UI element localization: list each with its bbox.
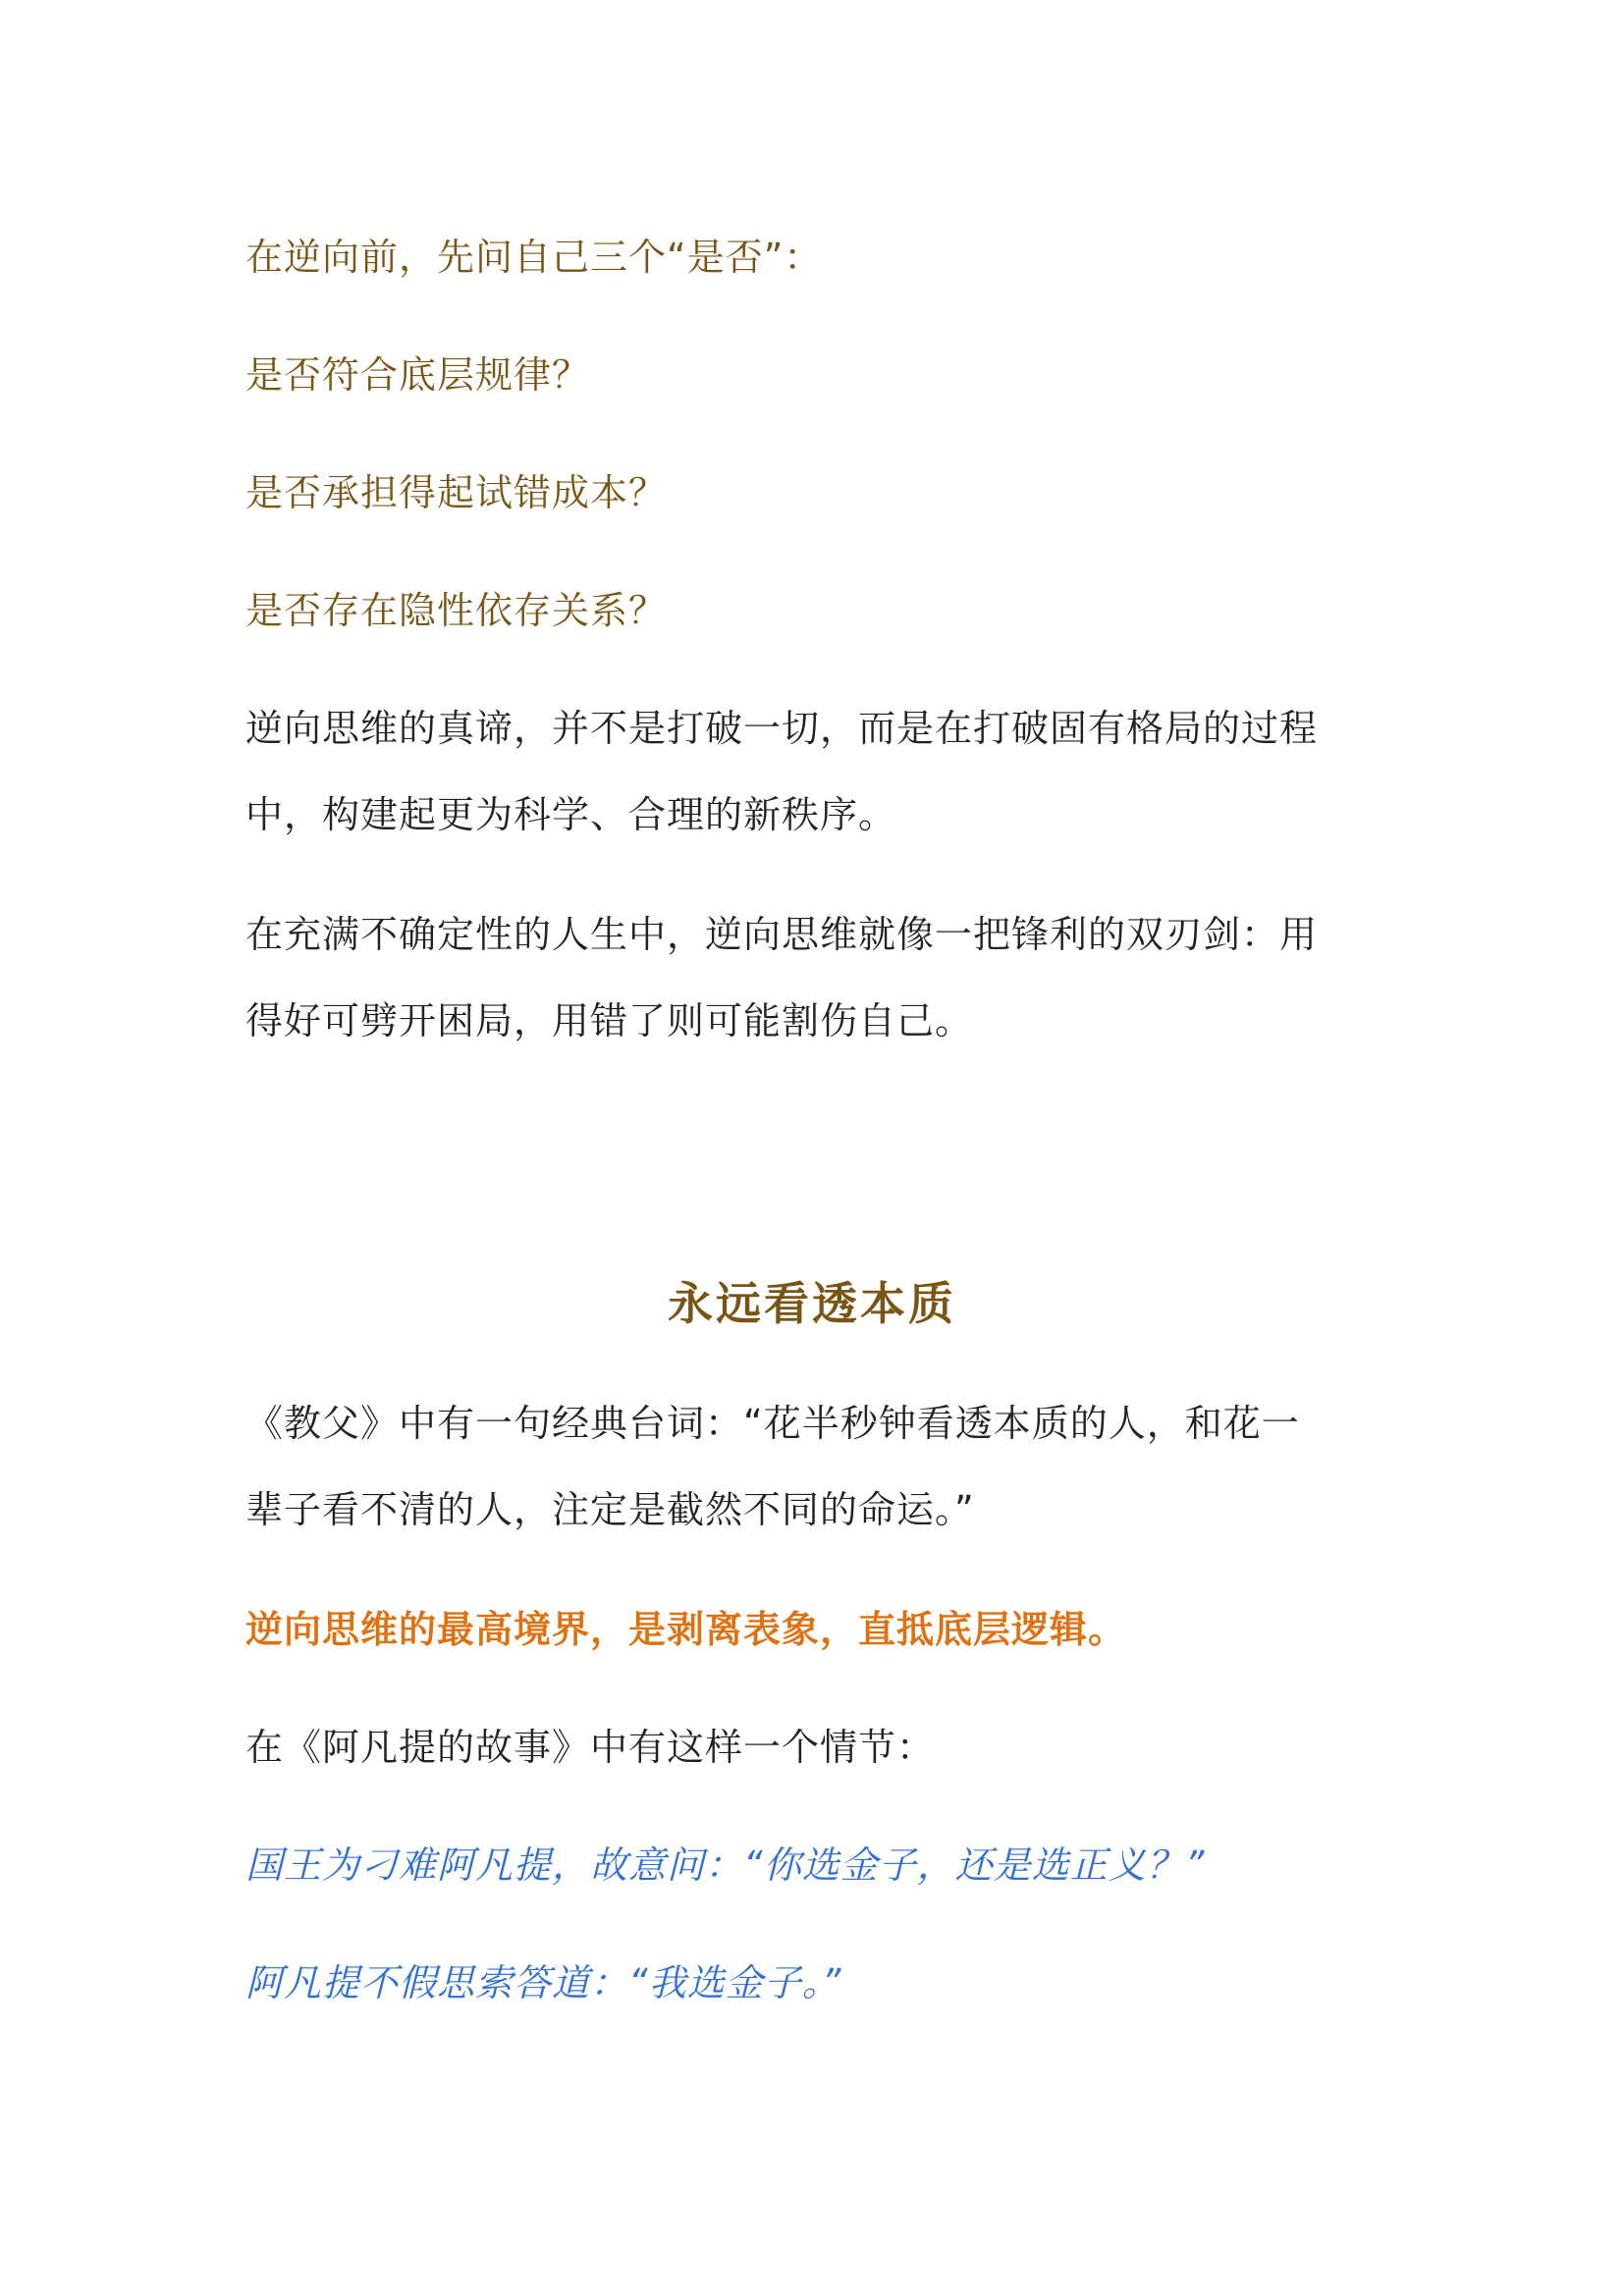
dialogue-line-2: 阿凡提不假思索答道：“我选金子。” xyxy=(245,1961,842,2004)
dialogue-line-1: 国王为刁难阿凡提，故意问：“你选金子，还是选正义？” xyxy=(245,1843,1206,1887)
paragraph-2-line-1: 在充满不确定性的人生中，逆向思维就像一把锋利的双刃剑：用 xyxy=(245,913,1319,956)
paragraph-1-line-2: 中，构建起更为科学、合理的新秩序。 xyxy=(245,793,897,836)
question-3: 是否存在隐性依存关系？ xyxy=(245,589,668,632)
question-2: 是否承担得起试错成本？ xyxy=(245,471,668,514)
paragraph-2-line-2: 得好可劈开困局，用错了则可能割伤自己。 xyxy=(245,999,974,1042)
intro-line: 在逆向前，先问自己三个“是否”： xyxy=(245,236,823,279)
highlight-sentence: 逆向思维的最高境界，是剥离表象，直抵底层逻辑。 xyxy=(245,1608,1127,1651)
section-heading: 永远看透本质 xyxy=(668,1277,956,1330)
story-intro: 在《阿凡提的故事》中有这样一个情节： xyxy=(245,1726,936,1769)
question-1: 是否符合底层规律？ xyxy=(245,353,591,397)
quote-line-2: 辈子看不清的人，注定是截然不同的命运。” xyxy=(245,1488,975,1531)
quote-line-1: 《教父》中有一句经典台词：“花半秒钟看透本质的人，和花一 xyxy=(245,1402,1300,1445)
paragraph-1-line-1: 逆向思维的真谛，并不是打破一切，而是在打破固有格局的过程 xyxy=(245,707,1319,750)
